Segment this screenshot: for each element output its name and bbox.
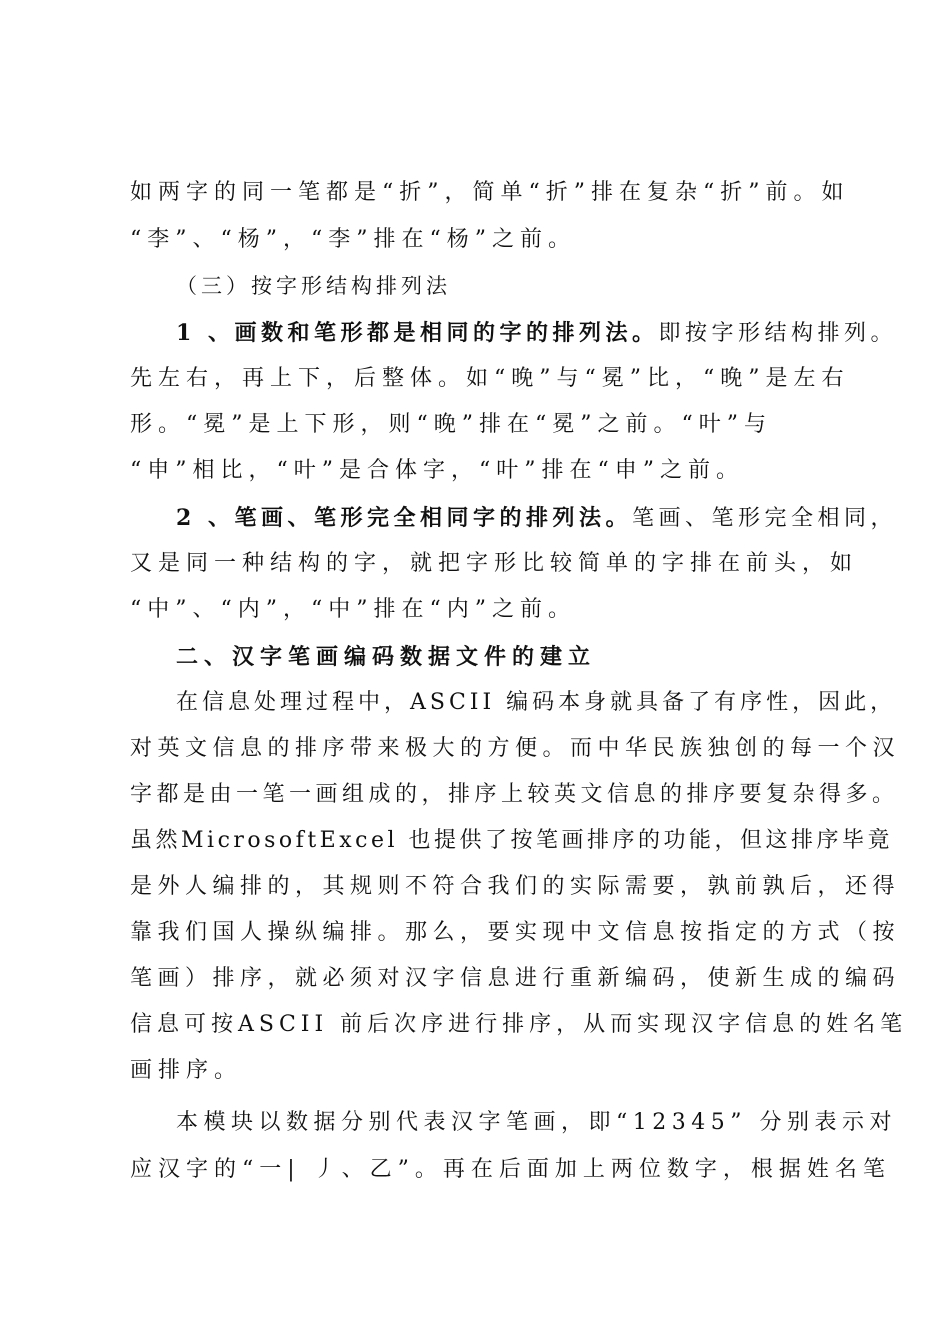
paragraph-line: [176, 503, 897, 533]
paragraph-line: 虽然MicrosoftExcel 也提供了按笔画排序的功能，但这排序毕竟: [130, 828, 894, 853]
paragraph-line: “李”、“杨”，“李”排在“杨”之前。: [130, 227, 576, 252]
section-heading: （三）按字形结构排列法: [176, 274, 451, 298]
paragraph-line: 本模块以数据分别代表汉字笔画，即“12345” 分别表示对: [176, 1110, 897, 1135]
paragraph-line: 先左右，再上下，后整体。如“晚”与“冕”比，“晚”是左右: [130, 366, 850, 391]
paragraph-line: [176, 318, 897, 348]
paragraph-text: 即按字形结构排列。: [658, 321, 897, 346]
section-heading: 二、汉字笔画编码数据文件的建立: [176, 644, 597, 670]
paragraph-line: 又是同一种结构的字，就把字形比较简单的字排在前头，如: [130, 551, 859, 576]
paragraph-line: 对英文信息的排序带来极大的方便。而中华民族独创的每一个汉: [130, 736, 901, 761]
paragraph-line: 如两字的同一笔都是“折”，简单“折”排在复杂“折”前。如: [130, 180, 850, 205]
paragraph-line: 信息可按ASCII 前后次序进行排序，从而实现汉字信息的姓名笔: [130, 1012, 908, 1037]
paragraph-line: 笔画）排序，就必须对汉字信息进行重新编码，使新生成的编码: [130, 966, 901, 991]
paragraph-line: 画排序。: [130, 1058, 243, 1083]
paragraph-line: “中”、“内”，“中”排在“内”之前。: [130, 597, 576, 622]
paragraph-text: 笔画、笔形完全相同，: [631, 506, 897, 531]
paragraph-line: 在信息处理过程中，ASCII 编码本身就具备了有序性，因此，: [176, 690, 897, 715]
paragraph-line: 字都是由一笔一画组成的，排序上较英文信息的排序要复杂得多。: [130, 782, 899, 807]
paragraph-line: “申”相比，“叶”是合体字，“叶”排在“申”之前。: [130, 458, 744, 483]
bold-lead-in: 1 、画数和笔形都是相同的字的排列法。: [176, 320, 659, 346]
paragraph-line: 应汉字的“一| 丿、乙”。再在后面加上两位数字，根据姓名笔: [130, 1157, 891, 1182]
paragraph-line: 靠我们国人操纵编排。那么，要实现中文信息按指定的方式（按: [130, 920, 901, 945]
bold-lead-in: 2 、笔画、笔形完全相同字的排列法。: [176, 505, 632, 531]
paragraph-line: 是外人编排的，其规则不符合我们的实际需要，孰前孰后，还得: [130, 874, 901, 899]
paragraph-line: 形。“冕”是上下形，则“晚”排在“冕”之前。“叶”与: [130, 412, 772, 437]
